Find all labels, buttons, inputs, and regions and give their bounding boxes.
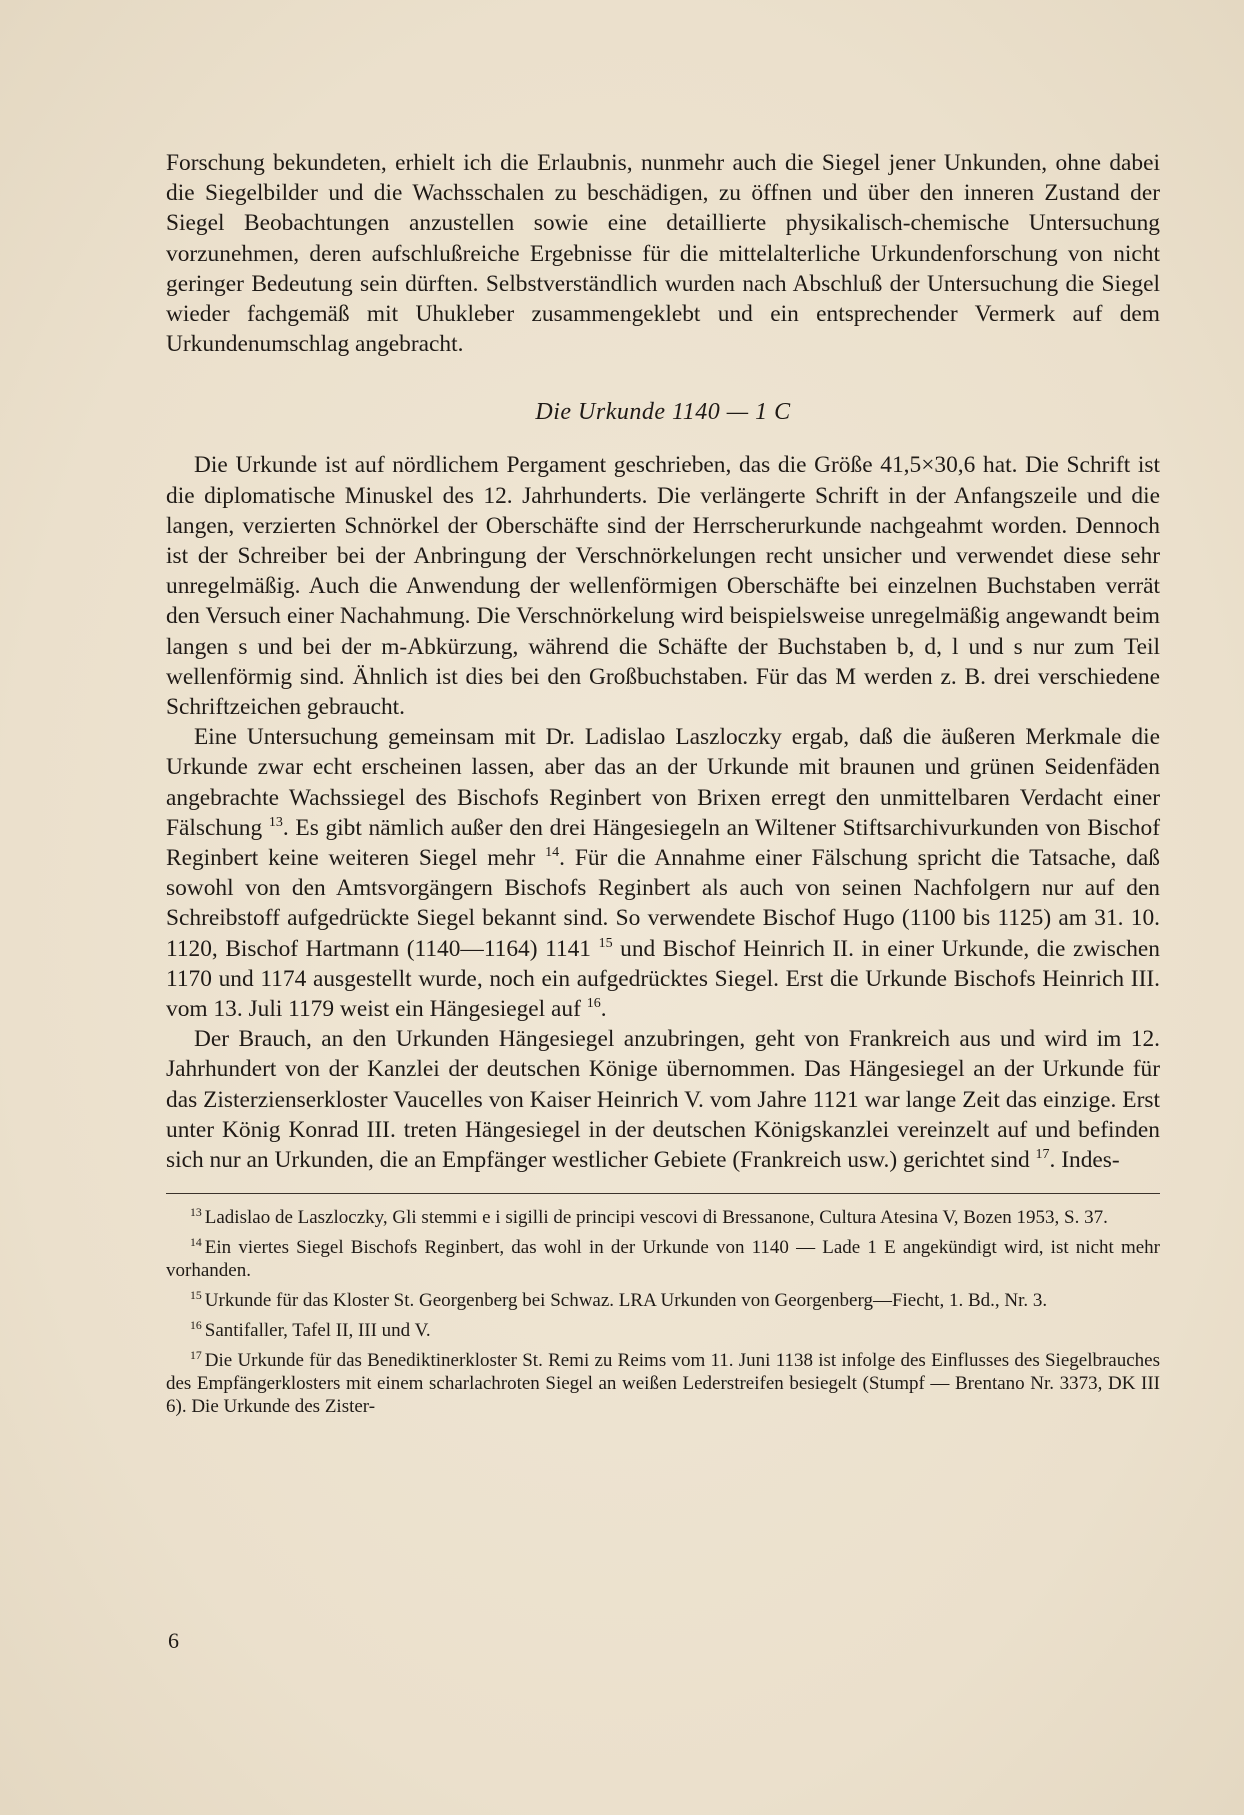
paragraph-2-text-a: Eine Untersuchung gemeinsam mit Dr. Ladislao Laszloczky ergab, daß die äußeren Merkmale die Urkunde zwar echt erscheinen lassen, aber das an der Urkunde mit braunen und grünen Seidenfäden angebrachte Wachssiegel des Bischofs Reginbert von Brixen erregt den unmittelbaren Verdacht einer Fälschung xyxy=(166,724,1160,841)
footnote-text: Ladislao de Laszloczky, Gli stemmi e i sigilli de principi vescovi di Bressanone, Cultura Atesina V, Bozen 1953, S. 37. xyxy=(204,1207,1108,1229)
footnote-ref-15[interactable]: 15 xyxy=(598,934,613,951)
page-number: 6 xyxy=(168,1628,179,1653)
paragraph-2-text-e: . xyxy=(600,996,607,1023)
paragraph-1: Die Urkunde ist auf nördlichem Pergament geschrieben, das die Größe 41,5×30,6 hat. Die Schrift ist die diplomatische Minuskel des 12. Jahrhunderts. Die verlängerte Schrift in der Anfangszeile und die langen, verzierten Schnörkel der Oberschäfte sind der Herrscherurkunde nachgeahmt worden. Dennoch ist der Schreiber bei der Anbringung der Verschnörkelungen recht unsicher und verwendet diese sehr unregelmäßig. Auch die Anwendung der wellenförmigen Oberschäfte bei einzelnen Buchstaben verrät den Versuch einer Nachahmung. Die Verschnörkelung wird beispielsweise unregelmäßig angewandt beim langen s und bei der m-Abkürzung, während die Schäfte der Buchstaben b, d, l und s nur zum Teil wellenförmig sind. Ähnlich ist dies bei den Großbuchstaben. Für das M werden z. B. drei verschiedene Schriftzeichen gebraucht. xyxy=(166,452,1160,721)
footnote-17 xyxy=(166,1349,1160,1418)
paragraph-3-text-a: Der Brauch, an den Urkunden Hängesiegel anzubringen, geht von Frankreich aus und wird im 12. Jahrhundert von der Kanzlei der deutschen Könige übernommen. Das Hängesiegel an der Urkunde für das Zisterzienserkloster Vaucelles von Kaiser Heinrich V. vom Jahre 1121 war lange Zeit das einzige. Erst unter König Konrad III. treten Hängesiegel in der deutschen Königskanzlei vereinzelt auf und befinden sich nur an Urkunden, die an Empfänger westlicher Gebiete (Frankreich usw.) gerichtet sind xyxy=(166,1026,1160,1174)
footnote-divider xyxy=(166,1193,1160,1194)
footnote-text: Urkunde für das Kloster St. Georgenberg bei Schwaz. LRA Urkunden von Georgenberg—Fiecht, 1. Bd., Nr. 3. xyxy=(204,1290,1048,1312)
footnote-number: 14 xyxy=(190,1235,202,1249)
footnote-13 xyxy=(166,1206,1160,1229)
paragraph-3-text-b: . Indes- xyxy=(1049,1147,1120,1174)
paragraph-2-text-b: . Es gibt nämlich außer den drei Hängesiegeln an Wiltener Stiftsarchivurkunden von Bischof Reginbert keine weiteren Siegel mehr xyxy=(166,814,1160,872)
footnote-text: Die Urkunde für das Benediktinerkloster St. Remi zu Reims vom 11. Juni 1138 ist infolge des Einflusses des Siegelbrauches des Empfängerklosters mit einem scharlachroten Siegel an weißen Lederstreifen besiegelt (Stumpf — Brentano Nr. 3373, DK III 6). Die Urkunde des Zister- xyxy=(166,1350,1160,1418)
text-column xyxy=(166,148,1160,1425)
footnote-number: 16 xyxy=(190,1318,202,1332)
footnote-15 xyxy=(166,1289,1160,1312)
section-body xyxy=(166,450,1160,1175)
paragraph-3 xyxy=(166,1024,1160,1175)
section-heading: Die Urkunde 1140 — 1 C xyxy=(535,399,791,426)
footnote-number: 17 xyxy=(190,1348,202,1362)
footnote-16 xyxy=(166,1319,1160,1342)
footnote-14 xyxy=(166,1236,1160,1282)
footnote-ref-13[interactable]: 13 xyxy=(268,814,283,831)
paragraph-2-text-c: . Für die Annahme einer Fälschung spricht die Tatsache, daß sowohl von den Amtsvorgängern Bischofs Reginbert als auch von seinen Nachfolgern nur auf den Schreibstoff aufgedrückte Siegel bekannt sind. So verwendete Bischof Hugo (1100 bis 1125) am 31. 10. 1120, Bischof Hartmann (1140—1164) 1141 xyxy=(166,845,1160,962)
footnote-text: Ein viertes Siegel Bischofs Reginbert, das wohl in der Urkunde von 1140 — Lade 1 E angekündigt wird, ist nicht mehr vorhanden. xyxy=(166,1237,1160,1282)
footnote-number: 13 xyxy=(190,1205,202,1219)
footnote-ref-16[interactable]: 16 xyxy=(586,995,601,1012)
footnote-number: 15 xyxy=(190,1288,202,1302)
footnotes xyxy=(166,1206,1160,1418)
paragraph-2 xyxy=(166,722,1160,1024)
footnote-text: Santifaller, Tafel II, III und V. xyxy=(204,1320,431,1342)
footnote-ref-17[interactable]: 17 xyxy=(1035,1146,1050,1163)
footnote-ref-14[interactable]: 14 xyxy=(545,844,560,861)
paragraph-2-text-d: und Bischof Heinrich II. in einer Urkunde, die zwischen 1170 und 1174 ausgestellt wurde, noch ein aufgedrücktes Siegel. Erst die Urkunde Bischofs Heinrich III. vom 13. Juli 1179 weist ein Hängesiegel auf xyxy=(166,935,1160,1023)
continuation-paragraph: Forschung bekundeten, erhielt ich die Erlaubnis, nunmehr auch die Siegel jener Unkunden, ohne dabei die Siegelbilder und die Wachsschalen zu beschädigen, zu öffnen und über den inneren Zustand der Siegel Beobachtungen anzustellen sowie eine detaillierte physikalisch-chemische Untersuchung vorzunehmen, deren aufschlußreiche Ergebnisse für die mittelalterliche Urkundenforschung von nicht geringer Bedeutung sein dürften. Selbstverständlich wurden nach Abschluß der Untersuchung die Siegel wieder fachgemäß mit Uhukleber zusammengeklebt und ein entsprechender Vermerk auf dem Urkundenumschlag angebracht. xyxy=(166,150,1160,358)
body-text xyxy=(166,148,1160,359)
